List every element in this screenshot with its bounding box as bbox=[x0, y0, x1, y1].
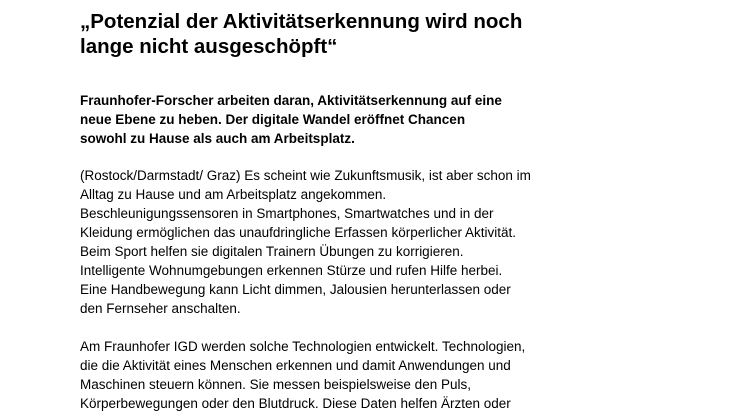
body-paragraph-2 bbox=[80, 337, 530, 413]
body-line: die die Aktivität eines Menschen erkennen und damit Anwendungen und bbox=[80, 358, 511, 373]
body-line: Maschinen steuern können. Sie messen beispielsweise den Puls, bbox=[80, 377, 471, 392]
body-line: Alltag zu Hause und am Arbeitsplatz angekommen. bbox=[80, 187, 387, 202]
body-line: Kleidung ermöglichen das unaufdringliche Erfassen körperlicher Aktivität. bbox=[80, 225, 516, 240]
headline-line: „Potenzial der Aktivitätserkennung wird noch bbox=[80, 10, 523, 33]
lead-line: neue Ebene zu heben. Der digitale Wandel eröffnet Chancen bbox=[80, 112, 466, 127]
lead-line: sowohl zu Hause als auch am Arbeitsplatz. bbox=[80, 131, 355, 146]
body-line: Beim Sport helfen sie digitalen Trainern Übungen zu korrigieren. bbox=[80, 244, 464, 259]
body-line: Beschleunigungssensoren in Smartphones, Smartwatches und in der bbox=[80, 206, 494, 221]
body-line: Intelligente Wohnumgebungen erkennen Stürze und rufen Hilfe herbei. bbox=[80, 263, 503, 278]
lead-line: Fraunhofer-Forscher arbeiten daran, Aktivitätserkennung auf eine bbox=[80, 93, 502, 108]
lead-paragraph bbox=[80, 91, 530, 148]
headline-line: lange nicht ausgeschöpft“ bbox=[80, 35, 338, 58]
headline bbox=[80, 9, 550, 59]
body-line: (Rostock/Darmstadt/ Graz) Es scheint wie Zukunftsmusik, ist aber schon im bbox=[80, 168, 531, 183]
body-line: Körperbewegungen oder den Blutdruck. Diese Daten helfen Ärzten oder bbox=[80, 396, 511, 411]
body-paragraph-1 bbox=[80, 166, 530, 318]
body-line: den Fernseher anschalten. bbox=[80, 301, 241, 316]
body-line: Am Fraunhofer IGD werden solche Technologien entwickelt. Technologien, bbox=[80, 339, 526, 354]
body-line: Eine Handbewegung kann Licht dimmen, Jalousien herunterlassen oder bbox=[80, 282, 511, 297]
